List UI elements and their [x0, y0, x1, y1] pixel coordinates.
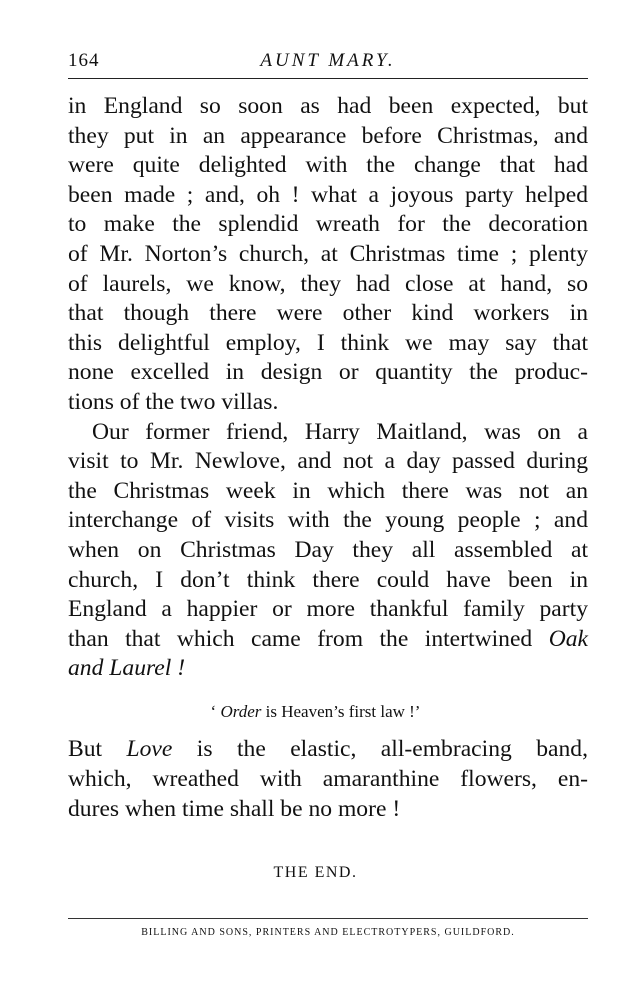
text-line: in England so soon as had been expected, but	[68, 93, 588, 119]
text-line: when on Christmas Day they all assembled at	[68, 536, 588, 563]
closing-text	[68, 734, 588, 824]
text-line: dures when time shall be no more !	[68, 796, 401, 822]
text-fragment: is the elastic, all-embracing band,	[172, 736, 588, 762]
the-end: THE END.	[273, 864, 358, 881]
text-line: which, wreathed with amaranthine flowers, en-	[68, 766, 588, 792]
text-fragment: !	[171, 655, 186, 682]
text-line: been made ; and, oh ! what a joyous party helped	[68, 181, 588, 208]
text-line: visit to Mr. Newlove, and not a day passed during	[68, 448, 588, 475]
epigraph-quote	[0, 702, 631, 722]
text-line: that though there were other kind workers in	[68, 300, 588, 327]
text-line: to make the splendid wreath for the decoration	[68, 211, 588, 238]
text-line: England a happier or more thankful family party	[68, 596, 588, 623]
italic-phrase: Oak	[548, 625, 588, 652]
text-line: of Mr. Norton’s church, at Christmas time ; plenty	[68, 240, 588, 267]
italic-phrase: and Laurel	[68, 655, 172, 682]
text-line: church, I don’t think there could have been in	[68, 566, 588, 593]
printer-imprint: BILLING AND SONS, PRINTERS AND ELECTROTYPERS, GUILDFORD.	[68, 918, 588, 938]
italic-word: Order	[220, 702, 262, 721]
main-text	[68, 92, 588, 684]
text-line: interchange of visits with the young people ; and	[68, 507, 588, 534]
text-line: the Christmas week in which there was not an	[68, 477, 588, 504]
text-line	[68, 625, 588, 655]
text-line	[68, 654, 588, 684]
quote-rest: is Heaven’s first law !’	[261, 702, 421, 721]
text-line: of laurels, we know, they had close at hand, so	[68, 270, 588, 297]
text-line: none excelled in design or quantity the produc-	[68, 359, 588, 386]
text-fragment: But	[68, 736, 127, 762]
text-line: tions of the two villas.	[68, 388, 279, 415]
running-header	[68, 46, 588, 79]
text-line: Our former friend, Harry Maitland, was on a	[92, 418, 588, 445]
text-fragment: than that which came from the intertwined	[68, 625, 533, 652]
text-line: they put in an appearance before Christmas, and	[68, 122, 588, 149]
text-line: this delightful employ, I think we may say that	[68, 329, 588, 356]
text-line: were quite delighted with the change that had	[68, 152, 588, 179]
italic-word: Love	[126, 736, 173, 762]
running-title: AUNT MARY.	[260, 50, 396, 71]
quote-open: ‘	[210, 702, 221, 721]
text-line	[68, 734, 588, 764]
page-number: 164	[68, 50, 100, 71]
